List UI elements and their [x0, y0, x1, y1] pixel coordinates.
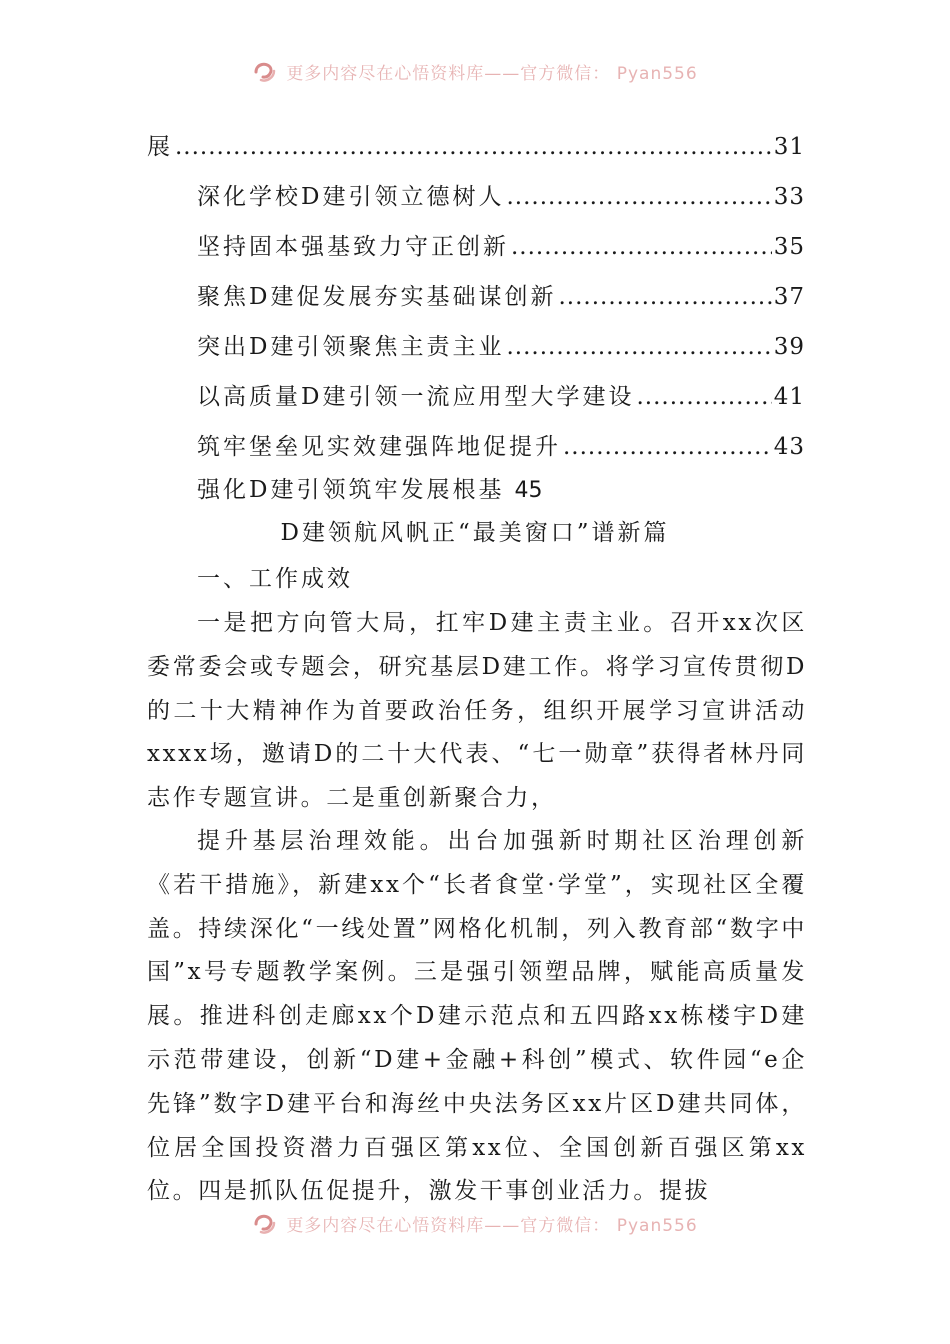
toc-entry[interactable] — [197, 428, 805, 462]
toc-entry-title: 强化D建引领筑牢发展根基 — [197, 477, 505, 503]
toc-dot-leader — [506, 184, 771, 210]
watermark-header — [0, 56, 950, 86]
toc-entry-page: 45 — [514, 478, 543, 503]
toc-entry-title: 深化学校D建引领立德树人 — [197, 184, 505, 210]
body-paragraph: 一是把方向管大局，扛牢D建主责主业。召开xx次区委常委会或专题会，研究基层D建工作。将学习宣传贯彻D的二十大精神作为首要政治任务，组织开展学习宣讲活动xxxx场，邀请D的二十大代表、“七一勋章”获得者林丹同志作专题宣讲。二是重创新聚合力， — [147, 610, 807, 812]
toc-entry-title: 筑牢堡垒见实效建强阵地促提升 — [197, 434, 561, 460]
toc-entry[interactable] — [197, 228, 805, 262]
toc-entry[interactable] — [197, 278, 805, 312]
watermark-footer — [0, 1208, 950, 1238]
toc-entry-title: 以高质量D建引领一流应用型大学建设 — [197, 384, 635, 410]
toc-entry-page: 33 — [773, 184, 805, 210]
article-title: D建领航风帆正“最美窗口”谱新篇 — [280, 520, 670, 546]
toc-entry-page: 43 — [773, 434, 805, 460]
toc-entry-title: 聚焦D建促发展夯实基础谋创新 — [197, 284, 557, 310]
toc-dot-leader — [558, 284, 771, 310]
toc-entry-page: 31 — [773, 134, 805, 160]
toc-entry-page: 37 — [773, 284, 805, 310]
brand-logo-icon — [252, 58, 278, 84]
section-heading: 一、工作成效 — [197, 566, 353, 592]
toc-entry-page: 35 — [773, 234, 805, 260]
toc-dot-leader — [563, 434, 772, 460]
toc-entry-page: 39 — [773, 334, 805, 360]
toc-entry[interactable] — [197, 178, 805, 212]
toc-dot-leader — [506, 334, 771, 360]
toc-entry[interactable] — [197, 328, 805, 362]
toc-entry-page: 41 — [773, 384, 805, 410]
toc-entry-title: 坚持固本强基致力守正创新 — [197, 234, 509, 260]
toc-entry-continued[interactable] — [147, 128, 805, 162]
toc-entry-last[interactable] — [197, 471, 542, 504]
toc-entry-title: 展 — [147, 134, 173, 160]
toc-dot-leader — [511, 234, 772, 260]
toc-dot-leader — [636, 384, 771, 410]
toc-entry[interactable] — [197, 378, 805, 412]
toc-dot-leader — [175, 134, 772, 160]
toc-entry-title: 突出D建引领聚焦主责主业 — [197, 334, 505, 360]
watermark-text: 更多内容尽在心悟资料库——官方微信： Pyan556 — [286, 63, 698, 84]
body-paragraph: 提升基层治理效能。出台加强新时期社区治理创新《若干措施》，新建xx个“长者食堂·学堂”，实现社区全覆盖。持续深化“一线处置”网格化机制，列入教育部“数字中国”x号专题教学案例。三是强引领塑品牌，赋能高质量发展。推进科创走廊xx个D建示范点和五四路xx栋楼宇D建示范带建设，创新“D建+金融+科创”模式、软件园“e企先锋”数字D建平台和海丝中央法务区xx片区D建共同体，位居全国投资潜力百强区第xx位、全国创新百强区第xx位。四是抓队伍促提升，激发干事创业活力。提拔 — [147, 828, 807, 1205]
watermark-text: 更多内容尽在心悟资料库——官方微信： Pyan556 — [286, 1215, 698, 1236]
brand-logo-icon — [252, 1210, 278, 1236]
